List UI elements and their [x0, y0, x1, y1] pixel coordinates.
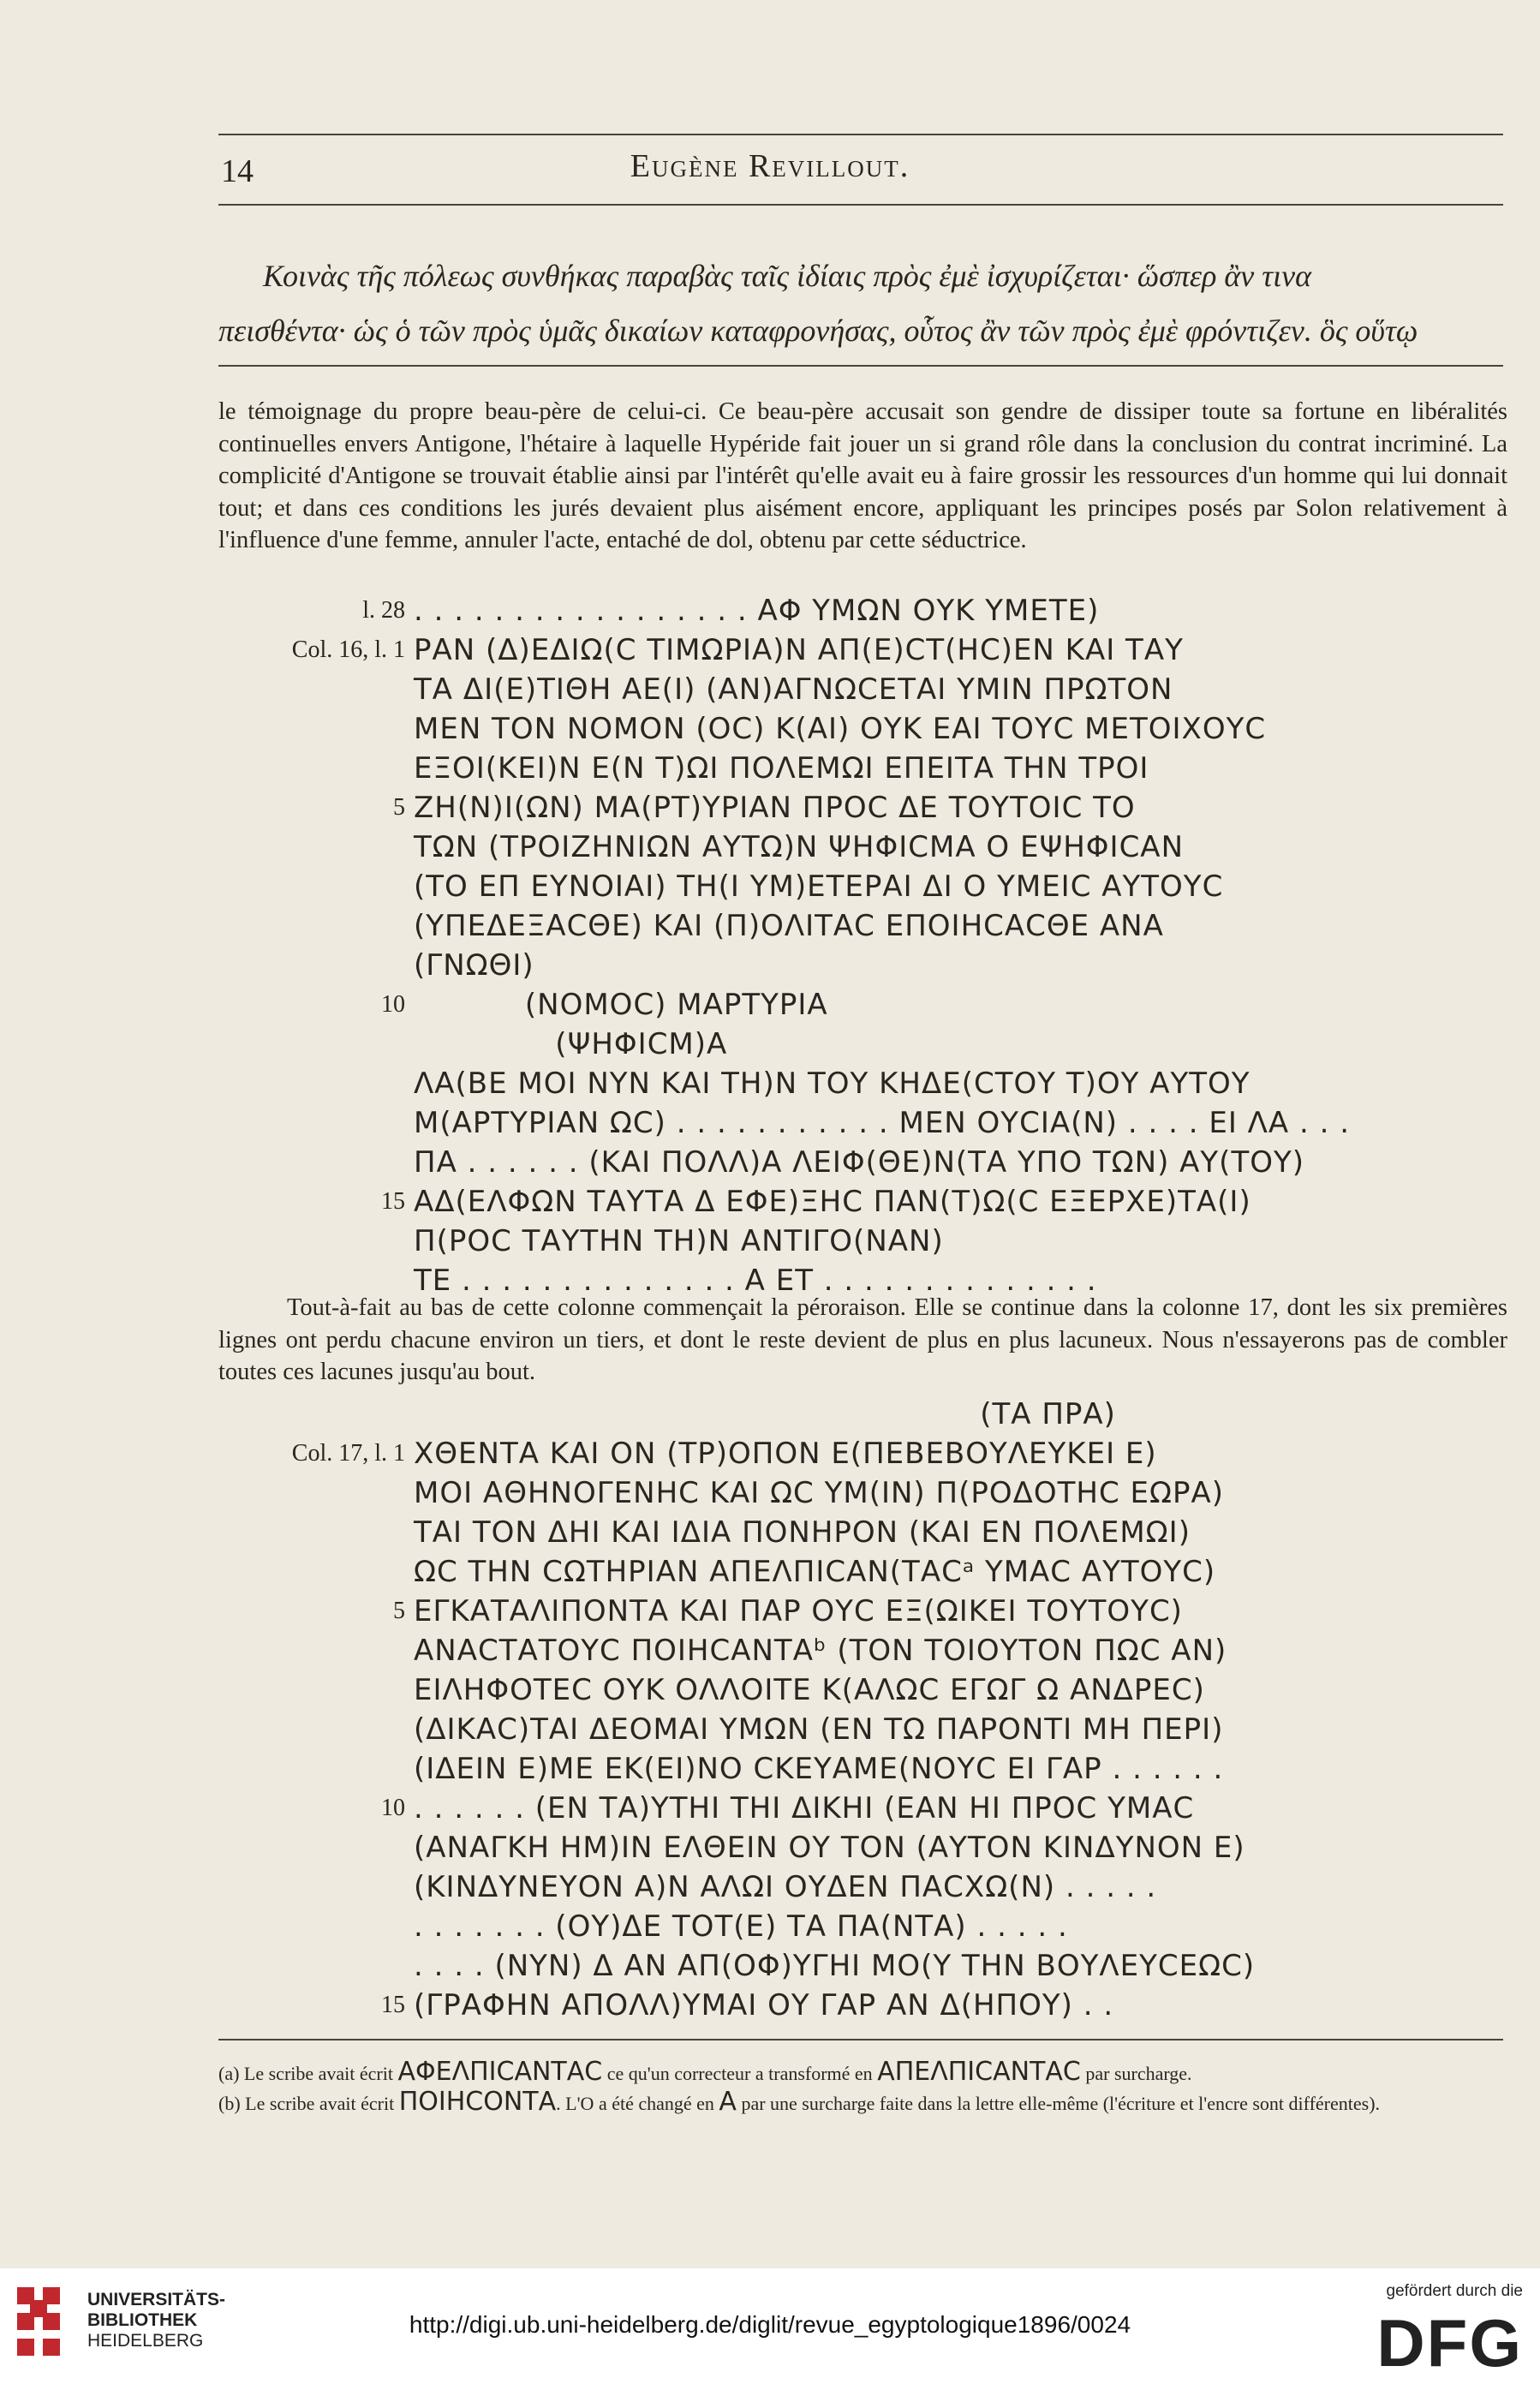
line-text: (ΓΝΩΘΙ)	[414, 948, 534, 983]
footnote-a: (a) Le scribe avait écrit ΑΦΕΛΠΙCΑΝΤΑC ce qu'un correcteur a transformé en ΑΠΕΛΠΙCΑΝΤΑC par surcharge.	[218, 2057, 1192, 2087]
line-text: ΑΔ(ΕΛΦΩΝ ΤΑΥΤΑ Δ ΕΦΕ)ΞΗC ΠΑΝ(Τ)Ω(C ΕΞΕΡΧΕ)ΤΑ(Ι)	[414, 1185, 1251, 1219]
top-rule	[218, 134, 1503, 135]
line-text: ΕΞΟΙ(ΚΕΙ)Ν Ε(Ν Τ)ΩΙ ΠΟΛΕΜΩΙ ΕΠΕΙΤΑ ΤΗΝ ΤΡΟΙ	[414, 751, 1149, 786]
line-text: ΤΑΙ ΤΟΝ ΔΗΙ ΚΑΙ ΙΔΙΑ ΠΟΝΗΡΟΝ (ΚΑΙ ΕΝ ΠΟΛΕΜΩΙ)	[414, 1515, 1191, 1550]
university-library-name: UNIVERSITÄTS- BIBLIOTHEK HEIDELBERG	[87, 2290, 226, 2351]
line-number: Col. 16, l. 1	[291, 636, 405, 663]
footnote-rule	[218, 2039, 1503, 2040]
transcription-line	[218, 788, 1503, 828]
line-text: Μ(ΑΡΤΥΡΙΑΝ ΩC) . . . . . . . . . . . ΜΕΝ ΟΥCΙΑ(Ν) . . . . ΕΙ ΛΑ . . .	[414, 1106, 1351, 1140]
intro-paragraph	[218, 396, 1507, 557]
transcription-line	[218, 1592, 1503, 1631]
line-number: 15	[381, 1188, 405, 1215]
line-text: ΕΓΚΑΤΑΛΙΠΟΝΤΑ ΚΑΙ ΠΑΡ ΟΥC ΕΞ(ΩΙΚΕΙ ΤΟΥΤΟΥC)	[414, 1594, 1183, 1628]
line-text: (ΑΝΑΓΚΗ ΗΜ)ΙΝ ΕΛΘΕΙΝ ΟΥ ΤΟΝ (ΑΥΤΟΝ ΚΙΝΔΥΝΟΝ Ε)	[414, 1831, 1245, 1865]
transcription-line	[218, 867, 1503, 906]
line-number: 10	[381, 991, 405, 1018]
dfg-logo: DFG	[1376, 2305, 1523, 2381]
line-text: ΛΑ(ΒΕ ΜΟΙ ΝΥΝ ΚΑΙ ΤΗ)Ν ΤΟΥ ΚΗΔΕ(CΤΟΥ Τ)ΟΥ ΑΥΤΟΥ	[414, 1067, 1251, 1101]
page-number: 14	[221, 153, 254, 189]
line-text: ΤΩΝ (ΤΡΟΙΖΗΝΙΩΝ ΑΥΤΩ)Ν ΨΗΦΙCΜΑ Ο ΕΨΗΦΙCΑΝ	[414, 830, 1185, 864]
line-text: ΠΑ . . . . . . (ΚΑΙ ΠΟΛΛ)Α ΛΕΙΦ(ΘΕ)Ν(ΤΑ ΥΠΟ ΤΩΝ) ΑΥ(ΤΟΥ)	[414, 1145, 1305, 1180]
greek-rule	[218, 365, 1503, 367]
line-number: l. 28	[362, 597, 405, 624]
line-text: (ΨΗΦΙCΜ)Α	[414, 1027, 728, 1061]
line-text: Π(ΡΟC ΤΑΥΤΗΝ ΤΗ)Ν ΑΝΤΙΓΟ(ΝΑΝ)	[414, 1224, 944, 1258]
transcription-line	[218, 1986, 1503, 2025]
line-text: (ΚΙΝΔΥΝΕΥΟΝ Α)Ν ΑΛΩΙ ΟΥΔΕΝ ΠΑCΧΩ(Ν) . . . . .	[414, 1870, 1157, 1904]
line-text: ΑΝΑCΤΑΤΟΥC ΠΟΙΗCΑΝΤΑᵇ (ΤΟΝ ΤΟΙΟΥΤΟΝ ΠΩC ΑΝ)	[414, 1634, 1227, 1668]
footnote-b: (b) Le scribe avait écrit ΠΟΙΗCΟΝΤΑ. L'Ο a été changé en Α par une surcharge faite dans la lettre elle-même (l'écriture et l'encre sont différentes).	[218, 2087, 1381, 2117]
transcription-line	[218, 1552, 1503, 1592]
line-number: 5	[393, 1598, 405, 1624]
transcription-line	[218, 1103, 1503, 1143]
line-text: ΤΑ ΔΙ(Ε)ΤΙΘΗ ΑΕ(Ι) (ΑΝ)ΑΓΝΩCΕΤΑΙ ΥΜΙΝ ΠΡΩΤΟΝ	[414, 672, 1173, 707]
mid-text: Tout-à-fait au bas de cette colonne commençait la péroraison. Elle se continue dans la colonne 17, dont les six premières lignes ont perdu chacune environ un tiers, et dont le reste devient de plus en plus lacuneux. Nous n'essayerons pas de combler toutes ces lacunes jusqu'au bout.	[218, 1294, 1507, 1385]
greek-line: Κοινὰς τῆς πόλεως συνθήκας παραβὰς ταῖς ἰδίαις πρὸς ἐμὲ ἰσχυρίζεται· ὥσπερ ἂν τινα	[263, 259, 1312, 293]
line-text: (ΙΔΕΙΝ Ε)ΜΕ ΕΚ(ΕΙ)ΝΟ CΚΕΥΑΜΕ(ΝΟΥC ΕΙ ΓΑΡ . . . . . .	[414, 1752, 1224, 1786]
line-text: (ΝΟΜΟC) ΜΑΡΤΥΡΙΑ	[414, 988, 828, 1022]
line-text: (ΔΙΚΑC)ΤΑΙ ΔΕΟΜΑΙ ΥΜΩΝ (ΕΝ ΤΩ ΠΑΡΟΝΤΙ ΜΗ ΠΕΡΙ)	[414, 1712, 1224, 1747]
line-number: 5	[393, 794, 405, 821]
line-number: Col. 17, l. 1	[291, 1440, 405, 1467]
transcription-line	[218, 1946, 1503, 1986]
header-rule	[218, 204, 1503, 206]
line-text: ΖΗ(Ν)Ι(ΩΝ) ΜΑ(ΡΤ)ΥΡΙΑΝ ΠΡΟC ΔΕ ΤΟΥΤΟΙC ΤΟ	[414, 791, 1136, 825]
greek-line: πεισθέντα· ὡς ὁ τῶν πρὸς ὑμᾶς δικαίων καταφρονήσας, οὗτος ἂν τῶν πρὸς ἐμὲ φρόντιζεν. ὃς οὕτῳ	[218, 314, 1418, 348]
line-text: ΧΘΕΝΤΑ ΚΑΙ ΟΝ (ΤΡ)ΟΠΟΝ Ε(ΠΕΒΕΒΟΥΛΕΥΚΕΙ Ε)	[414, 1437, 1157, 1471]
transcription-line	[218, 1631, 1503, 1670]
line-text: . . . . (ΝΥΝ) Δ ΑΝ ΑΠ(ΟΦ)ΥΓΗΙ ΜΟ(Υ ΤΗΝ ΒΟΥΛΕΥCΕΩC)	[414, 1949, 1256, 1983]
document-url[interactable]: http://digi.ub.uni-heidelberg.de/diglit/revue_egyptologique1896/0024	[409, 2311, 1131, 2338]
transcription-line	[218, 1828, 1503, 1867]
line-text: (ΓΡΑΦΗΝ ΑΠΟΛΛ)ΥΜΑΙ ΟΥ ΓΑΡ ΑΝ Δ(ΗΠΟΥ) . .	[414, 1988, 1114, 2023]
line-text: . . . . . . (ΕΝ ΤΑ)ΥΤΗΙ ΤΗΙ ΔΙΚΗΙ (ΕΑΝ ΗΙ ΠΡΟC ΥΜΑC	[414, 1791, 1195, 1825]
transcription-line	[218, 1222, 1503, 1261]
line-text: ΩC ΤΗΝ CΩΤΗΡΙΑΝ ΑΠΕΛΠΙCΑΝ(ΤΑCᵃ ΥΜΑC ΑΥΤΟΥC)	[414, 1555, 1216, 1589]
transcription-line	[218, 828, 1503, 867]
transcription-line	[218, 1670, 1503, 1710]
transcription-line	[218, 709, 1503, 749]
transcription-line	[218, 630, 1503, 670]
transcription-line	[218, 946, 1503, 985]
line-text: ΜΕΝ ΤΟΝ ΝΟΜΟΝ (ΟC) Κ(ΑΙ) ΟΥΚ ΕΑΙ ΤΟΥC ΜΕΤΟΙΧΟΥC	[414, 712, 1267, 746]
line-text: . . . . . . . (ΟΥ)ΔΕ ΤΟΤ(Ε) ΤΑ ΠΑ(ΝΤΑ) . . . . .	[414, 1909, 1068, 1944]
transcription-line	[218, 1710, 1503, 1749]
transcription-line	[218, 1473, 1503, 1513]
transcription-line	[218, 1025, 1503, 1064]
line-text: (ΥΠΕΔΕΞΑCΘΕ) ΚΑΙ (Π)ΟΛΙΤΑC ΕΠΟΙΗCΑCΘΕ ΑΝΑ	[414, 909, 1164, 943]
line-text: . . . . . . . . . . . . . . . . . ΑΦ ΥΜΩΝ ΟΥΚ ΥΜΕΤΕ)	[414, 594, 1100, 628]
line-number: 10	[381, 1795, 405, 1821]
line-text: ΜΟΙ ΑΘΗΝΟΓΕΝΗC ΚΑΙ ΩC ΥΜ(ΙΝ) Π(ΡΟΔΟΤΗC ΕΩΡΑ)	[414, 1476, 1224, 1510]
column-16-transcription	[218, 591, 1503, 1300]
transcription-line	[218, 749, 1503, 788]
footnotes	[218, 2058, 1507, 2118]
line-text: ΤΕ . . . . . . . . . . . . . . Α ΕΤ . . . . . . . . . . . . . .	[414, 1264, 1097, 1298]
transcription-line	[218, 1143, 1503, 1182]
line-number: 15	[381, 1992, 405, 2018]
greek-passage	[218, 248, 1503, 358]
line-text: ΕΙΛΗΦΟΤΕC ΟΥΚ ΟΛΛΟΙΤΕ Κ(ΑΛΩC ΕΓΩΓ Ω ΑΝΔΡΕC)	[414, 1673, 1205, 1707]
transcription-line	[218, 1907, 1503, 1946]
column-17-transcription	[218, 1395, 1503, 2025]
intro-text: le témoignage du propre beau-père de celui-ci. Ce beau-père accusait son gendre de dissiper toute sa fortune en libéralités continuelles envers Antigone, l'hétaire à laquelle Hypéride fait jouer un si grand rôle dans la conclusion du contrat incriminé. La complicité d'Antigone se trouvait établie ainsi par l'intérêt qu'elle avait eu à faire grossir les ressources d'un homme qui lui donnait tout; et dans ces conditions les jurés devaient plus aisément encore, appliquant les principes posés par Solon relativement à l'influence d'une femme, annuler l'acte, entaché de dol, obtenu par cette séductrice.	[218, 398, 1507, 553]
transcription-line	[218, 670, 1503, 709]
line-text: (ΤΑ ΠΡΑ)	[414, 1397, 1116, 1431]
transcription-line	[218, 1513, 1503, 1552]
transcription-line	[218, 1064, 1503, 1103]
transcription-line	[218, 1434, 1503, 1473]
transcription-line	[218, 1749, 1503, 1789]
transcription-line	[218, 1867, 1503, 1907]
transcription-line	[218, 591, 1503, 630]
mid-paragraph	[218, 1292, 1507, 1389]
transcription-line	[218, 985, 1503, 1025]
funding-note: gefördert durch die	[1386, 2282, 1523, 2300]
line-text: (ΤΟ ΕΠ ΕΥΝΟΙΑΙ) ΤΗ(Ι ΥΜ)ΕΤΕΡΑΙ ΔΙ Ο ΥΜΕΙC ΑΥΤΟΥC	[414, 869, 1224, 904]
running-title: Eugène Revillout.	[630, 148, 910, 184]
transcription-line	[218, 1182, 1503, 1222]
transcription-line	[218, 906, 1503, 946]
transcription-line	[218, 1395, 1503, 1434]
transcription-line	[218, 1789, 1503, 1828]
line-text: ΡΑΝ (Δ)ΕΔΙΩ(C ΤΙΜΩΡΙΑ)Ν ΑΠ(Ε)CΤ(ΗC)ΕΝ ΚΑΙ ΤΑΥ	[414, 633, 1184, 667]
